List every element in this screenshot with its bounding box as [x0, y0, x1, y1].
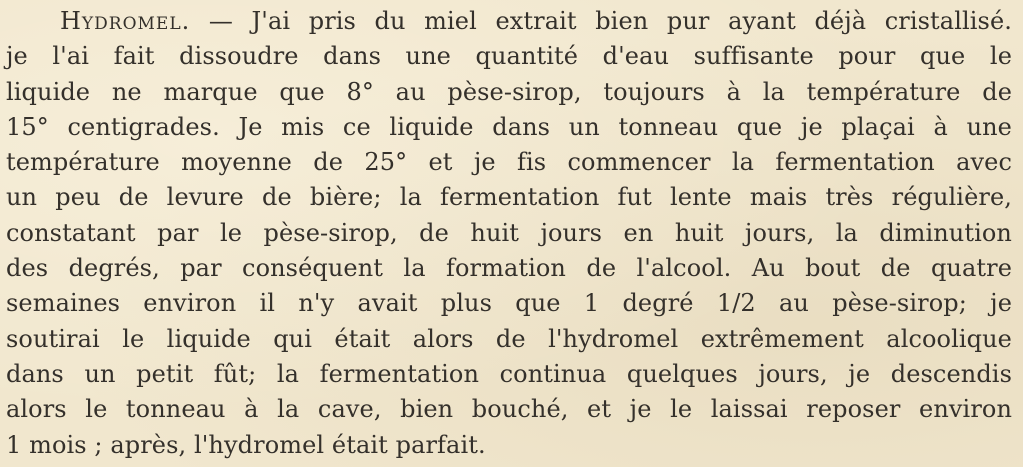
- text-line: constatant par le pèse-sirop, de huit jours en huit jours, la diminution: [6, 218, 1012, 247]
- text-line: soutirai le liquide qui était alors de l'hydromel extrêmement alcoolique: [6, 324, 1012, 353]
- text-line: semaines environ il n'y avait plus que 1 degré 1/2 au pèse-sirop; je: [6, 289, 1012, 318]
- text-line: [6, 4, 1012, 39]
- hydromel-paragraph: [6, 4, 1012, 463]
- text-line: 1 mois ; après, l'hydromel était parfait.: [6, 430, 486, 459]
- text-line: température moyenne de 25° et je fis commencer la fermentation avec: [6, 148, 1012, 177]
- text-line: un peu de levure de bière; la fermentation fut lente mais très régulière,: [6, 183, 1012, 212]
- cropped-previous-line: [0, 0, 1023, 2]
- text-line: je l'ai fait dissoudre dans une quantité d'eau suffisante pour que le: [6, 42, 1012, 71]
- text-line: alors le tonneau à la cave, bien bouché, et je le laissai reposer environ: [6, 395, 1012, 424]
- text-line: dans un petit fût; la fermentation continua quelques jours, je descendis: [6, 359, 1012, 388]
- line-text: — J'ai pris du miel extrait bien pur ayant déjà cristallisé.: [190, 7, 1012, 35]
- text-line: des degrés, par conséquent la formation de l'alcool. Au bout de quatre: [6, 254, 1012, 283]
- text-line: 15° centigrades. Je mis ce liquide dans un tonneau que je plaçai à une: [6, 112, 1012, 141]
- text-line: liquide ne marque que 8° au pèse-sirop, toujours à la température de: [6, 77, 1012, 106]
- paragraph-heading: Hydromel.: [60, 7, 191, 35]
